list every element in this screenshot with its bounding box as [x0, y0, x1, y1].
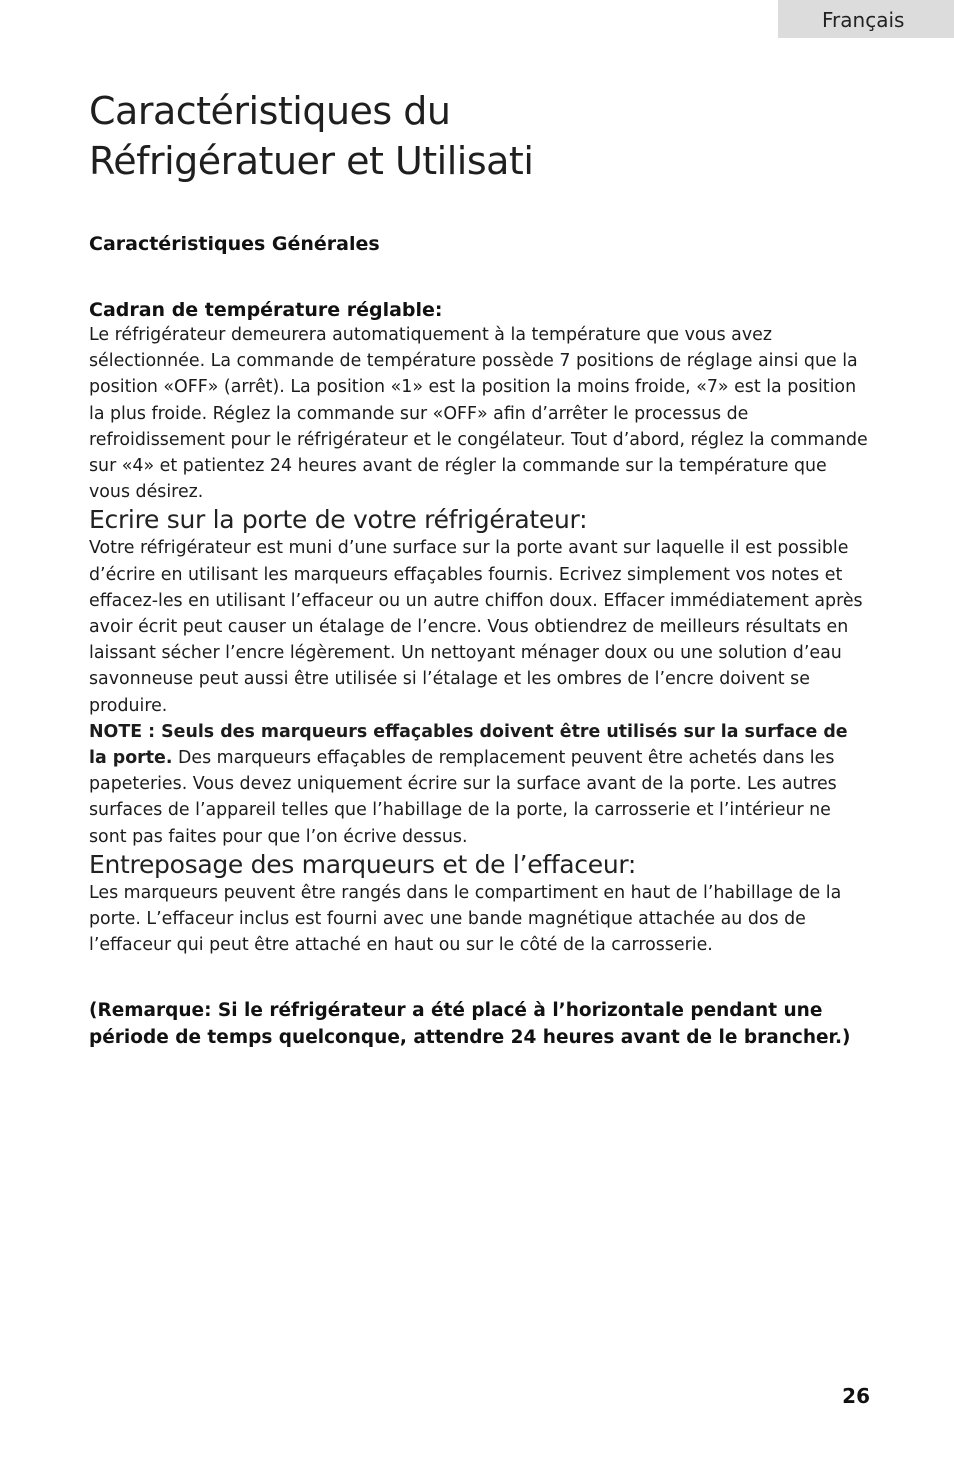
- note-paragraph: [89, 719, 869, 850]
- general-features-heading: Caractéristiques Générales: [89, 233, 380, 255]
- note-bold-text: NOTE : Seuls des marqueurs effaçables doivent être utilisés sur la surface de la porte.: [89, 721, 848, 769]
- temperature-dial-heading: Cadran de température réglable:: [89, 299, 443, 321]
- note-text: Des marqueurs effaçables de remplacement peuvent être achetés dans les papeteries. Vous devez uniquement écrire sur la surface avant de la porte. Les autres surfaces de l’appareil telles que l’habillage de la porte, la carrosserie et l’intérieur ne sont pas faites pour que l’on écrive dessus.: [89, 748, 837, 847]
- marker-storage-heading: Entreposage des marqueurs et de l’effaceur:: [89, 849, 637, 879]
- page-title: [89, 86, 649, 186]
- temperature-dial-text: Le réfrigérateur demeurera automatiquement à la température que vous avez sélectionnée. La commande de température possède 7 positions de réglage ainsi que la position «OFF» (arrêt). La position «1» est la position la moins froide, «7» est la position la plus froide. Réglez la commande sur «OFF» afin d’arrêter le processus de refroidissement pour le réfrigérateur et le congélateur. Tout d’abord, réglez la commande sur «4» et patientez 24 heures avant de régler la commande sur la température que vous désirez.: [89, 325, 868, 503]
- marker-storage-text: Les marqueurs peuvent être rangés dans le compartiment en haut de l’habillage de la porte. L’effaceur inclus est fourni avec une bande magnétique attachée au dos de l’effaceur qui peut être attaché en haut ou sur le côté de la carrosserie.: [89, 882, 842, 956]
- page-title-line-2: Réfrigératuer et Utilisati: [89, 139, 534, 183]
- remark-paragraph: (Remarque: Si le réfrigérateur a été placé à l’horizontale pendant une période de temps quelconque, attendre 24 heures avant de le brancher.): [89, 1000, 851, 1048]
- page-content: [89, 86, 869, 1069]
- door-writing-text: Votre réfrigérateur est muni d’une surface sur la porte avant sur laquelle il est possible d’écrire en utilisant les marqueurs effaçables fournis. Ecrivez simplement vos notes et effacez-les en utilisant l’effaceur ou un autre chiffon doux. Effacer immédiatement après avoir écrit peut causer un étalage de l’encre. Vous obtiendrez de meilleurs résultats en laissant sécher l’encre légèrement. Un nettoyant ménager doux ou une solution d’eau savonneuse peut aussi être utilisée si l’étalage et les ombres de l’encre doivent se produire.: [89, 538, 863, 716]
- page-title-line-1: Caractéristiques du: [89, 89, 451, 133]
- door-writing-heading: Ecrire sur la porte de votre réfrigérateur:: [89, 505, 588, 535]
- language-tab: Français: [778, 0, 954, 38]
- page-number: 26: [842, 1384, 870, 1408]
